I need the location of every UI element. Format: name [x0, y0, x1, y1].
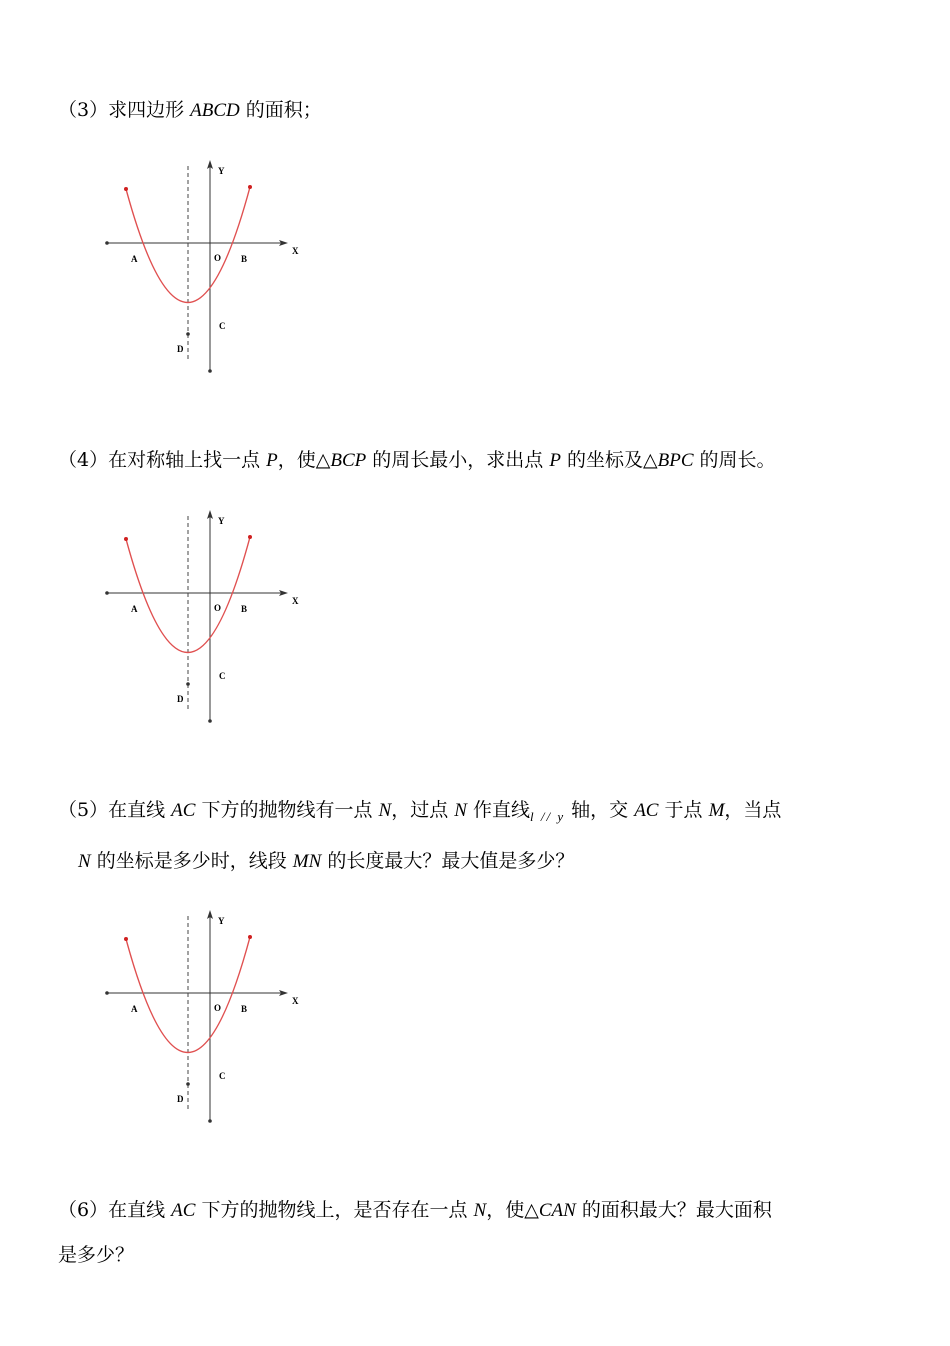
- vertex-point: [186, 332, 190, 336]
- parabola-figure-3: [100, 910, 310, 1130]
- y-axis-endpoint: [208, 1119, 212, 1123]
- question-6-line-2: 是多少？: [58, 1244, 135, 1266]
- y-axis-endpoint: [208, 719, 212, 723]
- curve-endpoint-right: [248, 185, 252, 189]
- point-b-label: B: [241, 254, 248, 264]
- point-a-label: A: [131, 254, 138, 264]
- parabola-figure-svg: [100, 160, 310, 380]
- question-5: [58, 788, 898, 884]
- point-b-label: B: [241, 604, 248, 614]
- parabola-figure-1: [100, 160, 310, 380]
- point-b-label: B: [241, 1004, 248, 1014]
- point-d-label: D: [177, 694, 184, 704]
- curve-endpoint-right: [248, 935, 252, 939]
- y-axis-label: Y: [218, 166, 225, 176]
- y-axis-label: Y: [218, 916, 225, 926]
- parabola-figure-2: [100, 510, 310, 730]
- point-d-label: D: [177, 1094, 184, 1104]
- parabola-figure-svg: [100, 510, 310, 730]
- point-a-label: A: [131, 604, 138, 614]
- question-6-line-1: （6）在直线 AC 下方的抛物线上，是否存在一点 N，使△CAN 的面积最大？最大面积: [58, 1199, 772, 1221]
- question-3: （3）求四边形 ABCD 的面积；: [58, 99, 322, 121]
- curve-endpoint-left: [124, 937, 128, 941]
- origin-label: O: [214, 1003, 222, 1013]
- point-c-label: C: [219, 321, 226, 331]
- question-4: （4）在对称轴上找一点 P，使△BCP 的周长最小，求出点 P 的坐标及△BPC 的周长。: [58, 449, 776, 471]
- x-axis-endpoint: [105, 591, 109, 595]
- vertex-point: [186, 1082, 190, 1086]
- y-axis-label: Y: [218, 516, 225, 526]
- x-axis-label: X: [292, 596, 299, 606]
- parabola-figure-svg: [100, 910, 310, 1130]
- x-axis-label: X: [292, 996, 299, 1006]
- question-6: [58, 1188, 898, 1277]
- origin-label: O: [214, 603, 222, 613]
- x-axis-label: X: [292, 246, 299, 256]
- curve-endpoint-left: [124, 187, 128, 191]
- curve-endpoint-right: [248, 535, 252, 539]
- y-axis-endpoint: [208, 369, 212, 373]
- point-c-label: C: [219, 671, 226, 681]
- point-d-label: D: [177, 344, 184, 354]
- curve-endpoint-left: [124, 537, 128, 541]
- vertex-point: [186, 682, 190, 686]
- question-5-line-2: N 的坐标是多少时，线段 MN 的长度最大？最大值是多少？: [78, 850, 575, 872]
- origin-label: O: [214, 253, 222, 263]
- x-axis-endpoint: [105, 991, 109, 995]
- x-axis-endpoint: [105, 241, 109, 245]
- question-5-line-1: （5）在直线 AC 下方的抛物线有一点 N，过点 N 作直线$_{l // y}$ 轴，交 AC 于点 M，当点: [58, 799, 782, 824]
- point-a-label: A: [131, 1004, 138, 1014]
- point-c-label: C: [219, 1071, 226, 1081]
